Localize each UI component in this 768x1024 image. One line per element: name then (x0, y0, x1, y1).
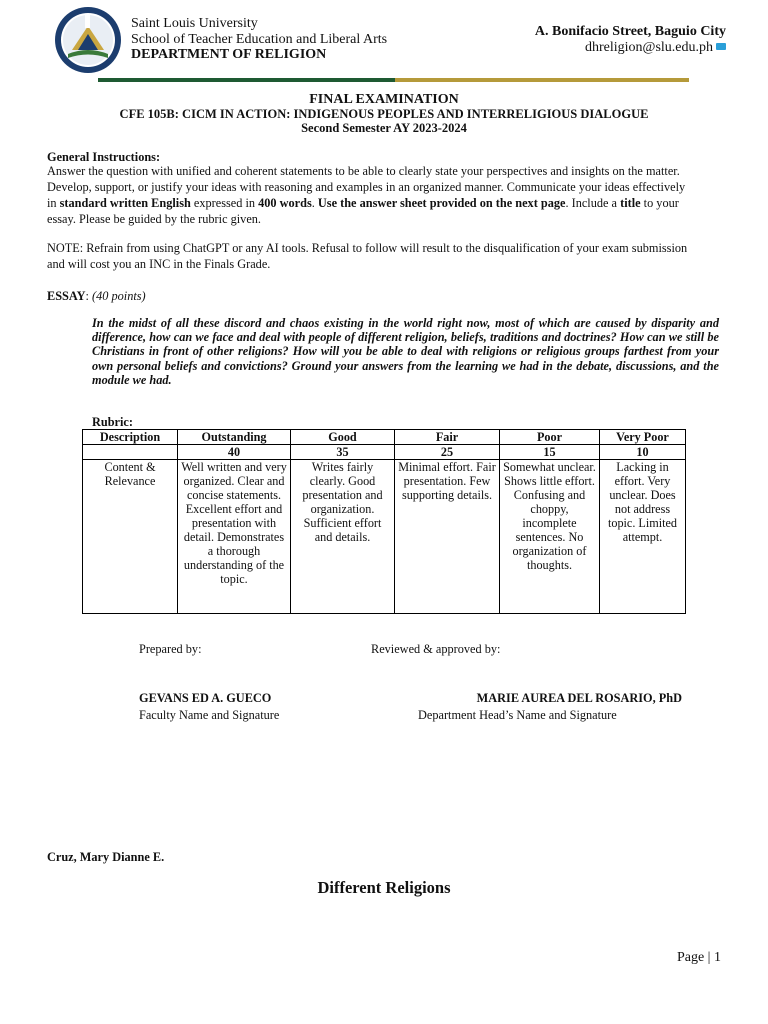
address: A. Bonifacio Street, Baguio City (534, 24, 726, 39)
email-address[interactable]: dhreligion@slu.edu.ph (585, 40, 713, 55)
note-line-1: NOTE: Refrain from using ChatGPT or any AI tools. Refusal to follow will result to the disqualification of your exam submission (47, 241, 688, 255)
note-line-2: and will cost you an INC in the Finals Grade. (47, 257, 271, 271)
essay-title: Different Religions (317, 878, 451, 897)
rubric-header-cell: Good (291, 430, 395, 445)
rubric-very-poor-cell: Lacking in effort. Very unclear. Does not address topic. Limited attempt. (600, 460, 686, 614)
rubric-points-cell: 10 (600, 445, 686, 460)
essay-question: In the midst of all these discord and chaos existing in the world right now, most of which are caused by disparity and difference, how can we face and deal with people of different religion, beliefs, traditions and doctrines? How can we still be Christians in front of other religions? How will you be able to deal with religions or religious groups farthest from your own personal beliefs and convictions? Ground your answers from the learning we had in the debate, discussions, and the module we had. (92, 316, 719, 387)
rubric-poor-cell: Somewhat unclear. Shows little effort. Confusing and choppy, incomplete sentences. No organization of thoughts. (500, 460, 600, 614)
instructions-line-3: in standard written English expressed in 400 words. Use the answer sheet provided on the next page. Include a title to your (47, 196, 679, 210)
instructions-line-1: Answer the question with unified and coherent statements to be able to clearly state your perspectives and insights on the matter. (47, 164, 680, 178)
rubric-points-cell: 25 (395, 445, 500, 460)
reviewed-by-label: Reviewed & approved by: (371, 642, 501, 656)
page-number: Page | 1 (676, 950, 721, 965)
rubric-header-cell: Very Poor (600, 430, 686, 445)
essay-label: ESSAY: (40 points) (47, 289, 146, 303)
course-title: CFE 105B: CICM IN ACTION: INDIGENOUS PEOPLES AND INTERRELIGIOUS DIALOGUE (119, 107, 649, 121)
header-divider-green (98, 78, 395, 82)
instructions-heading: General Instructions: (47, 150, 161, 164)
rubric-points-cell: 35 (291, 445, 395, 460)
rubric-points-cell: 15 (500, 445, 600, 460)
rubric-header-cell: Outstanding (178, 430, 291, 445)
header-divider-gold (395, 78, 689, 82)
rubric-outstanding-cell: Well written and very organized. Clear and concise statements. Excellent effort and presentation with detail. Demonstrates a thorough understanding of the topic. (178, 460, 291, 614)
rubric-points-row (83, 445, 686, 460)
rubric-criteria-row (83, 460, 686, 614)
instructions-line-4: essay. Please be guided by the rubric given. (47, 212, 261, 226)
rubric-fair-cell: Minimal effort. Fair presentation. Few supporting details. (395, 460, 500, 614)
department-name: DEPARTMENT OF RELIGION (131, 47, 327, 62)
exam-title: FINAL EXAMINATION (309, 92, 459, 107)
university-name: Saint Louis University (131, 16, 258, 31)
rubric-header-cell: Poor (500, 430, 600, 445)
rubric-points-cell: 40 (178, 445, 291, 460)
school-name: School of Teacher Education and Liberal Arts (131, 32, 388, 47)
faculty-role: Faculty Name and Signature (139, 708, 280, 722)
department-head-role: Department Head’s Name and Signature (418, 708, 617, 722)
rubric-header-cell: Fair (395, 430, 500, 445)
rubric-label: Rubric: (92, 415, 133, 429)
semester: Second Semester AY 2023-2024 (301, 121, 467, 135)
faculty-name: GEVANS ED A. GUECO (139, 691, 272, 705)
rubric-header-cell: Description (83, 430, 178, 445)
rubric-good-cell: Writes fairly clearly. Good presentation and organization. Sufficient effort and details. (291, 460, 395, 614)
rubric-points-cell (83, 445, 178, 460)
rubric-table (82, 429, 686, 614)
prepared-by-label: Prepared by: (139, 642, 202, 656)
university-seal-logo (54, 6, 122, 74)
department-head-name: MARIE AUREA DEL ROSARIO, PhD (476, 691, 682, 705)
rubric-header-row (83, 430, 686, 445)
rubric-description-cell: Content & Relevance (83, 460, 178, 614)
instructions-line-2: Develop, support, or justify your ideas with reasoning and examples in an organized manner. Communicate your ideas effectively (47, 180, 686, 194)
mail-icon (716, 43, 726, 50)
email-line (585, 40, 726, 56)
student-name: Cruz, Mary Dianne E. (47, 850, 165, 864)
